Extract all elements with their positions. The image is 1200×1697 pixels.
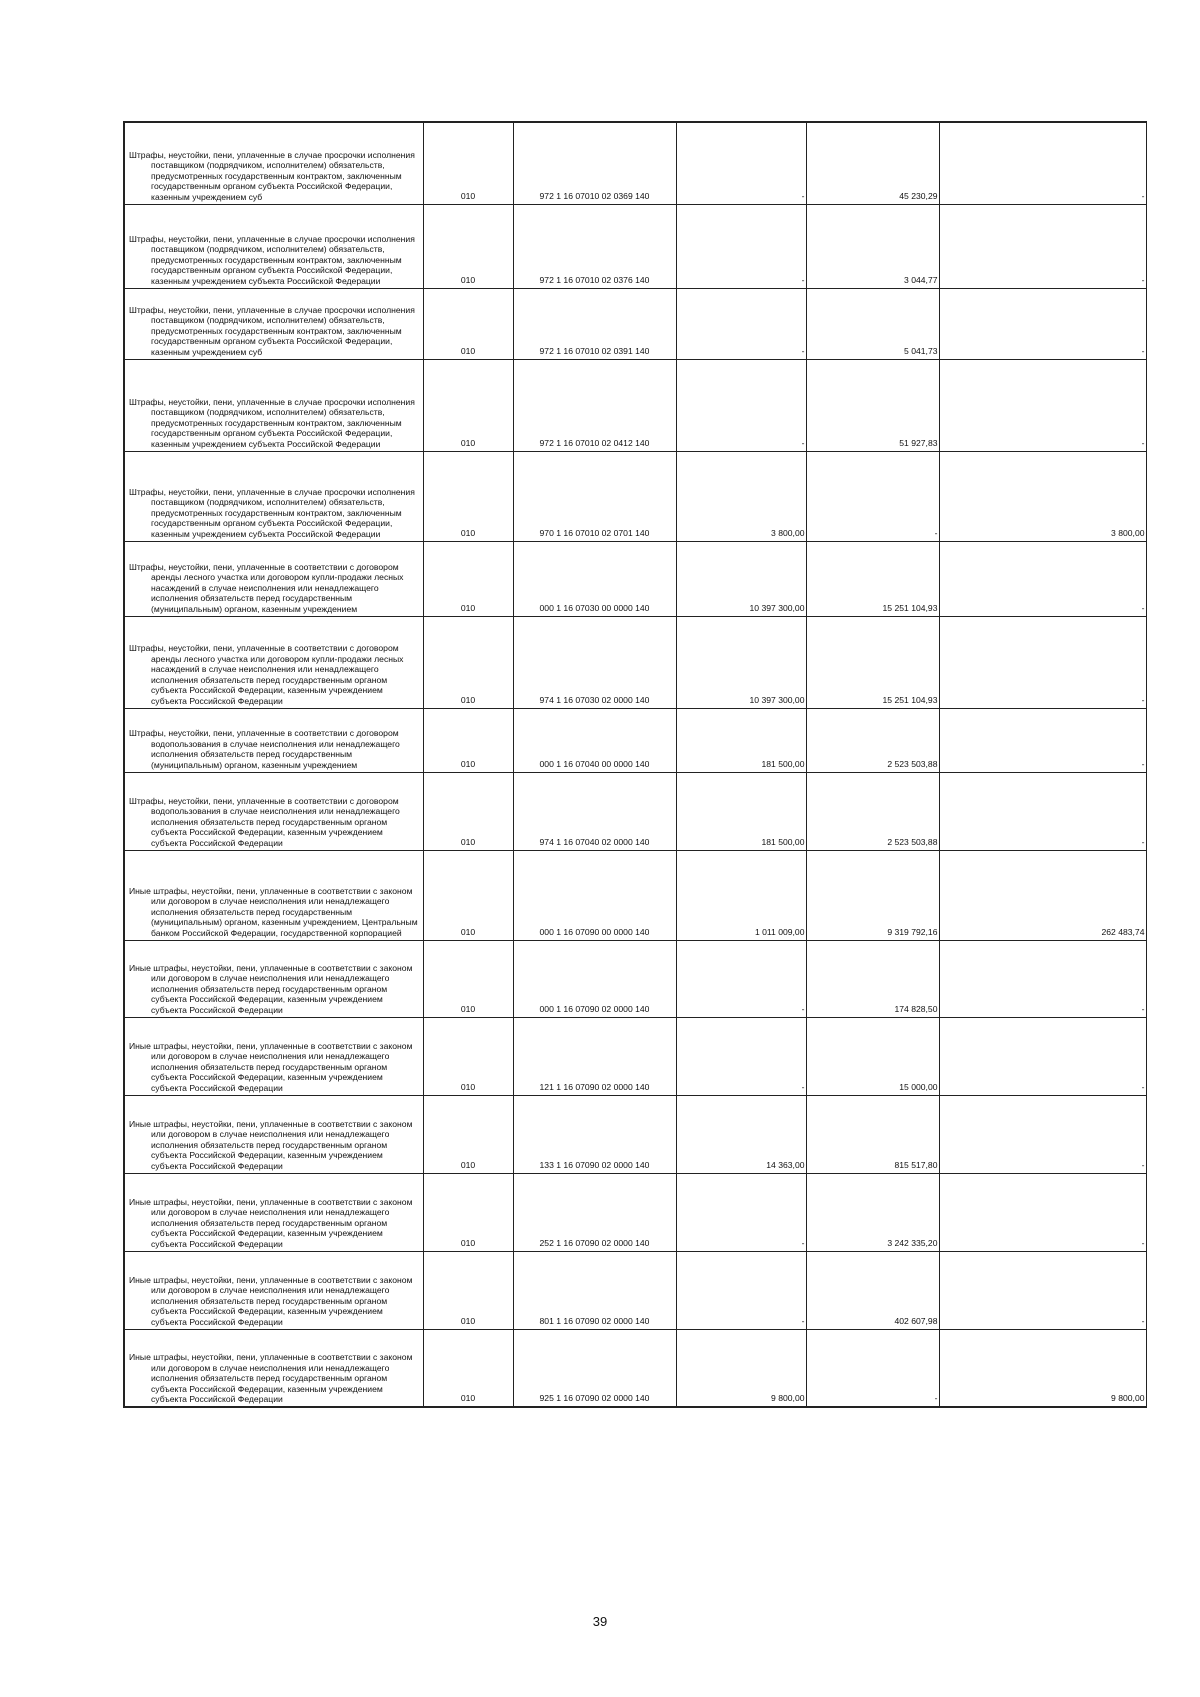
row-name-cell: Штрафы, неустойки, пени, уплаченные в соответствии с договором водопользования в случае неисполнения или ненадлежащего исполнения обязательств перед государственным органом субъекта Российской Федерации, казенным учреждением субъекта Российской Федерации (124, 772, 423, 850)
row-line-code-cell: 010 (423, 204, 513, 288)
table-row (124, 451, 1146, 541)
row-line-code-cell: 010 (423, 541, 513, 616)
row-value-2-cell: 15 251 104,93 (806, 541, 939, 616)
row-value-1-cell: 10 397 300,00 (676, 541, 806, 616)
table-row (124, 359, 1146, 451)
row-name-cell: Иные штрафы, неустойки, пени, уплаченные в соответствии с законом или договором в случае неисполнения или ненадлежащего исполнения обязательств перед государственным органом субъекта Российской Федерации, казенным учреждением субъекта Российской Федерации (124, 1017, 423, 1095)
row-value-1-cell: 181 500,00 (676, 772, 806, 850)
row-name-cell: Штрафы, неустойки, пени, уплаченные в случае просрочки исполнения поставщиком (подрядчиком, исполнителем) обязательств, предусмотренных государственным контрактом, заключенным государственным органом субъекта Российской Федерации, казенным учреждением суб (124, 122, 423, 204)
row-value-2-cell: 5 041,73 (806, 288, 939, 359)
row-value-1-cell: - (676, 1251, 806, 1329)
row-value-2-cell: - (806, 451, 939, 541)
row-value-1-cell: 181 500,00 (676, 708, 806, 772)
row-line-code-cell: 010 (423, 1251, 513, 1329)
row-value-1-cell: - (676, 288, 806, 359)
row-name-cell: Иные штрафы, неустойки, пени, уплаченные в соответствии с законом или договором в случае неисполнения или ненадлежащего исполнения обязательств перед государственным органом субъекта Российской Федерации, казенным учреждением субъекта Российской Федерации (124, 1095, 423, 1173)
row-value-3-cell: - (939, 772, 1146, 850)
row-name-cell: Иные штрафы, неустойки, пени, уплаченные в соответствии с законом или договором в случае неисполнения или ненадлежащего исполнения обязательств перед государственным органом субъекта Российской Федерации, казенным учреждением субъекта Российской Федерации (124, 1251, 423, 1329)
row-budget-code-cell: 970 1 16 07010 02 0701 140 (513, 451, 676, 541)
row-name-cell: Иные штрафы, неустойки, пени, уплаченные в соответствии с законом или договором в случае неисполнения или ненадлежащего исполнения обязательств перед государственным органом субъекта Российской Федерации, казенным учреждением субъекта Российской Федерации (124, 1173, 423, 1251)
row-value-1-cell: 14 363,00 (676, 1095, 806, 1173)
row-budget-code-cell: 000 1 16 07030 00 0000 140 (513, 541, 676, 616)
row-value-3-cell: - (939, 1095, 1146, 1173)
row-budget-code-cell: 972 1 16 07010 02 0391 140 (513, 288, 676, 359)
row-value-1-cell: - (676, 1017, 806, 1095)
row-value-1-cell: - (676, 359, 806, 451)
row-value-3-cell: 3 800,00 (939, 451, 1146, 541)
row-line-code-cell: 010 (423, 708, 513, 772)
table-row (124, 1251, 1146, 1329)
row-name-cell: Иные штрафы, неустойки, пени, уплаченные в соответствии с законом или договором в случае неисполнения или ненадлежащего исполнения обязательств перед государственным (муниципальным) органом, казенным учреждением, Центральным банком Российской Федерации, государственной корпорацией (124, 850, 423, 940)
row-value-2-cell: 402 607,98 (806, 1251, 939, 1329)
row-line-code-cell: 010 (423, 359, 513, 451)
row-value-2-cell: 174 828,50 (806, 940, 939, 1017)
row-name-cell: Штрафы, неустойки, пени, уплаченные в случае просрочки исполнения поставщиком (подрядчиком, исполнителем) обязательств, предусмотренных государственным контрактом, заключенным государственным органом субъекта Российской Федерации, казенным учреждением субъекта Российской Федерации (124, 204, 423, 288)
row-line-code-cell: 010 (423, 451, 513, 541)
row-value-3-cell: - (939, 616, 1146, 708)
row-name-cell: Иные штрафы, неустойки, пени, уплаченные в соответствии с законом или договором в случае неисполнения или ненадлежащего исполнения обязательств перед государственным органом субъекта Российской Федерации, казенным учреждением субъекта Российской Федерации (124, 1329, 423, 1407)
row-value-3-cell: - (939, 940, 1146, 1017)
row-value-2-cell: 815 517,80 (806, 1095, 939, 1173)
table-row (124, 1017, 1146, 1095)
row-value-3-cell: - (939, 708, 1146, 772)
row-value-1-cell: 10 397 300,00 (676, 616, 806, 708)
row-value-1-cell: - (676, 204, 806, 288)
row-value-2-cell: - (806, 1329, 939, 1407)
row-line-code-cell: 010 (423, 772, 513, 850)
row-name-cell: Штрафы, неустойки, пени, уплаченные в соответствии с договором аренды лесного участка или договором купли-продажи лесных насаждений в случае неисполнения или ненадлежащего исполнения обязательств перед государственным органом субъекта Российской Федерации, казенным учреждением субъекта Российской Федерации (124, 616, 423, 708)
row-name-cell: Штрафы, неустойки, пени, уплаченные в соответствии с договором водопользования в случае неисполнения или ненадлежащего исполнения обязательств перед государственным (муниципальным) органом, казенным учреждением (124, 708, 423, 772)
row-budget-code-cell: 974 1 16 07030 02 0000 140 (513, 616, 676, 708)
row-budget-code-cell: 000 1 16 07090 00 0000 140 (513, 850, 676, 940)
row-budget-code-cell: 000 1 16 07040 00 0000 140 (513, 708, 676, 772)
row-value-1-cell: 9 800,00 (676, 1329, 806, 1407)
row-value-3-cell: - (939, 359, 1146, 451)
row-line-code-cell: 010 (423, 1329, 513, 1407)
row-budget-code-cell: 000 1 16 07090 02 0000 140 (513, 940, 676, 1017)
row-line-code-cell: 010 (423, 122, 513, 204)
row-value-3-cell: - (939, 1017, 1146, 1095)
row-value-3-cell: - (939, 204, 1146, 288)
row-value-3-cell: - (939, 288, 1146, 359)
row-line-code-cell: 010 (423, 1173, 513, 1251)
row-value-1-cell: - (676, 122, 806, 204)
row-budget-code-cell: 801 1 16 07090 02 0000 140 (513, 1251, 676, 1329)
table-row (124, 204, 1146, 288)
row-line-code-cell: 010 (423, 1095, 513, 1173)
table-row (124, 541, 1146, 616)
row-line-code-cell: 010 (423, 850, 513, 940)
row-budget-code-cell: 133 1 16 07090 02 0000 140 (513, 1095, 676, 1173)
table-row (124, 940, 1146, 1017)
table-row (124, 616, 1146, 708)
table-row (124, 772, 1146, 850)
row-value-2-cell: 51 927,83 (806, 359, 939, 451)
row-budget-code-cell: 121 1 16 07090 02 0000 140 (513, 1017, 676, 1095)
row-line-code-cell: 010 (423, 288, 513, 359)
row-name-cell: Штрафы, неустойки, пени, уплаченные в случае просрочки исполнения поставщиком (подрядчиком, исполнителем) обязательств, предусмотренных государственным контрактом, заключенным государственным органом субъекта Российской Федерации, казенным учреждением субъекта Российской Федерации (124, 451, 423, 541)
row-value-1-cell: - (676, 940, 806, 1017)
table-row (124, 288, 1146, 359)
row-value-2-cell: 2 523 503,88 (806, 772, 939, 850)
table-row (124, 708, 1146, 772)
row-value-2-cell: 2 523 503,88 (806, 708, 939, 772)
row-value-2-cell: 3 044,77 (806, 204, 939, 288)
row-value-1-cell: - (676, 1173, 806, 1251)
row-value-1-cell: 1 011 009,00 (676, 850, 806, 940)
row-budget-code-cell: 972 1 16 07010 02 0412 140 (513, 359, 676, 451)
page-number: 39 (592, 1614, 608, 1629)
row-name-cell: Штрафы, неустойки, пени, уплаченные в случае просрочки исполнения поставщиком (подрядчиком, исполнителем) обязательств, предусмотренных государственным контрактом, заключенным государственным органом субъекта Российской Федерации, казенным учреждением субъекта Российской Федерации (124, 359, 423, 451)
row-budget-code-cell: 972 1 16 07010 02 0369 140 (513, 122, 676, 204)
row-value-2-cell: 3 242 335,20 (806, 1173, 939, 1251)
report-table (123, 121, 1147, 1408)
table-body (124, 122, 1146, 1407)
row-value-2-cell: 45 230,29 (806, 122, 939, 204)
row-line-code-cell: 010 (423, 1017, 513, 1095)
row-value-2-cell: 15 000,00 (806, 1017, 939, 1095)
row-value-1-cell: 3 800,00 (676, 451, 806, 541)
row-name-cell: Штрафы, неустойки, пени, уплаченные в случае просрочки исполнения поставщиком (подрядчиком, исполнителем) обязательств, предусмотренных государственным контрактом, заключенным государственным органом субъекта Российской Федерации, казенным учреждением суб (124, 288, 423, 359)
table-row (124, 850, 1146, 940)
row-value-3-cell: 262 483,74 (939, 850, 1146, 940)
row-budget-code-cell: 972 1 16 07010 02 0376 140 (513, 204, 676, 288)
row-name-cell: Штрафы, неустойки, пени, уплаченные в соответствии с договором аренды лесного участка или договором купли-продажи лесных насаждений в случае неисполнения или ненадлежащего исполнения обязательств перед государственным (муниципальным) органом, казенным учреждением (124, 541, 423, 616)
row-budget-code-cell: 974 1 16 07040 02 0000 140 (513, 772, 676, 850)
row-value-3-cell: - (939, 1251, 1146, 1329)
row-value-3-cell: - (939, 122, 1146, 204)
table-row (124, 122, 1146, 204)
row-value-3-cell: 9 800,00 (939, 1329, 1146, 1407)
row-value-3-cell: - (939, 1173, 1146, 1251)
row-value-2-cell: 15 251 104,93 (806, 616, 939, 708)
row-line-code-cell: 010 (423, 616, 513, 708)
row-name-cell: Иные штрафы, неустойки, пени, уплаченные в соответствии с законом или договором в случае неисполнения или ненадлежащего исполнения обязательств перед государственным органом субъекта Российской Федерации, казенным учреждением субъекта Российской Федерации (124, 940, 423, 1017)
row-line-code-cell: 010 (423, 940, 513, 1017)
row-budget-code-cell: 252 1 16 07090 02 0000 140 (513, 1173, 676, 1251)
table-row (124, 1329, 1146, 1407)
row-budget-code-cell: 925 1 16 07090 02 0000 140 (513, 1329, 676, 1407)
row-value-2-cell: 9 319 792,16 (806, 850, 939, 940)
table-row (124, 1095, 1146, 1173)
row-value-3-cell: - (939, 541, 1146, 616)
table-row (124, 1173, 1146, 1251)
